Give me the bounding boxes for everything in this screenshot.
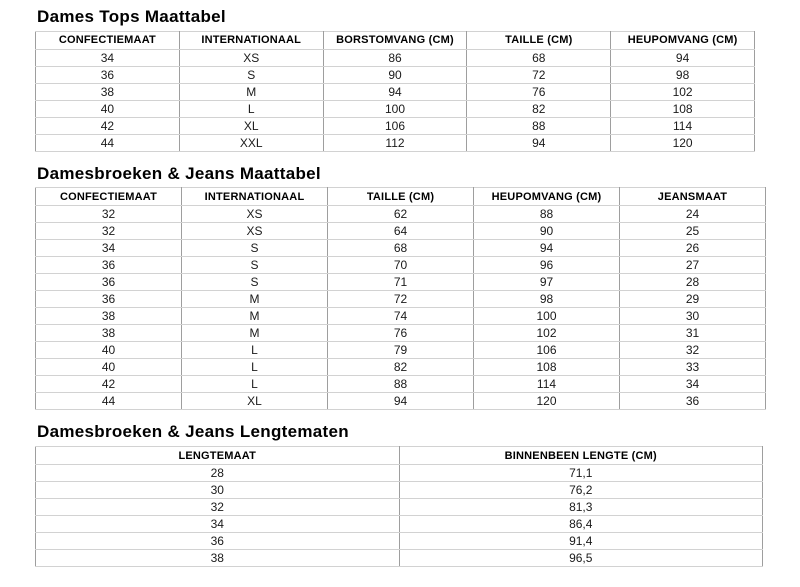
table-cell: 94: [323, 83, 467, 100]
table-row: [36, 240, 766, 257]
table-row: [36, 49, 755, 66]
table-header-cell: CONFECTIEMAAT: [36, 31, 180, 49]
table-cell: 38: [36, 550, 400, 567]
table-cell: 30: [36, 482, 400, 499]
table-cell: 40: [36, 342, 182, 359]
table-cell: M: [179, 83, 323, 100]
table-cell: 88: [328, 376, 474, 393]
table-cell: 32: [620, 342, 766, 359]
table-row: [36, 223, 766, 240]
table-cell: 71,1: [399, 465, 763, 482]
table-row: [36, 100, 755, 117]
table-header-cell: TAILLE (CM): [467, 31, 611, 49]
table-cell: XS: [179, 49, 323, 66]
table-cell: 98: [474, 291, 620, 308]
table-cell: 36: [36, 291, 182, 308]
table-header-cell: INTERNATIONAAL: [179, 31, 323, 49]
table-cell: 28: [36, 465, 400, 482]
table-row: [36, 134, 755, 151]
table-cell: 94: [474, 240, 620, 257]
table-header-row: [36, 31, 755, 49]
table-cell: XL: [182, 393, 328, 410]
table-row: [36, 482, 763, 499]
table-row: [36, 342, 766, 359]
table-cell: 108: [611, 100, 755, 117]
section-jeans-lengtematen: [35, 423, 800, 567]
table-header-cell: TAILLE (CM): [328, 188, 474, 206]
table-cell: 106: [474, 342, 620, 359]
table-cell: 44: [36, 393, 182, 410]
table-cell: 26: [620, 240, 766, 257]
table-cell: S: [179, 66, 323, 83]
table-cell: 88: [467, 117, 611, 134]
table-cell: 32: [36, 499, 400, 516]
table-cell: 112: [323, 134, 467, 151]
table-cell: XXL: [179, 134, 323, 151]
table-cell: 120: [474, 393, 620, 410]
table-cell: 88: [474, 206, 620, 223]
table-cell: XS: [182, 223, 328, 240]
table-row: [36, 325, 766, 342]
table-header-cell: HEUPOMVANG (CM): [474, 188, 620, 206]
table-cell: 42: [36, 117, 180, 134]
table-cell: S: [182, 274, 328, 291]
table-cell: 40: [36, 100, 180, 117]
table-cell: 72: [467, 66, 611, 83]
table-cell: L: [179, 100, 323, 117]
table-cell: 32: [36, 223, 182, 240]
table-cell: 24: [620, 206, 766, 223]
table-cell: L: [182, 359, 328, 376]
table-cell: 100: [474, 308, 620, 325]
table-row: [36, 359, 766, 376]
table-row: [36, 533, 763, 550]
table-row: [36, 308, 766, 325]
table-cell: 42: [36, 376, 182, 393]
table-cell: 82: [328, 359, 474, 376]
table-jeans-lengtematen: [35, 446, 763, 567]
section-dames-tops: [35, 8, 800, 152]
table-cell: 28: [620, 274, 766, 291]
table-row: [36, 291, 766, 308]
table-row: [36, 393, 766, 410]
table-cell: S: [182, 240, 328, 257]
section-damesbroeken-jeans: [35, 165, 800, 411]
table-damesbroeken-jeans: [35, 187, 766, 410]
table-cell: XS: [182, 206, 328, 223]
table-cell: 94: [611, 49, 755, 66]
table-cell: 97: [474, 274, 620, 291]
table-cell: 36: [36, 66, 180, 83]
table-cell: 79: [328, 342, 474, 359]
table-header-cell: JEANSMAAT: [620, 188, 766, 206]
table-row: [36, 499, 763, 516]
table-title-damesbroeken-jeans: Damesbroeken & Jeans Maattabel: [37, 163, 321, 183]
table-cell: 38: [36, 83, 180, 100]
table-cell: 62: [328, 206, 474, 223]
table-cell: 106: [323, 117, 467, 134]
table-cell: 31: [620, 325, 766, 342]
table-cell: 36: [620, 393, 766, 410]
table-row: [36, 274, 766, 291]
table-row: [36, 516, 763, 533]
table-cell: 68: [328, 240, 474, 257]
table-cell: 40: [36, 359, 182, 376]
table-cell: 33: [620, 359, 766, 376]
table-row: [36, 83, 755, 100]
table-cell: M: [182, 325, 328, 342]
table-cell: 98: [611, 66, 755, 83]
table-cell: 120: [611, 134, 755, 151]
table-cell: 32: [36, 206, 182, 223]
table-cell: 114: [611, 117, 755, 134]
table-cell: 34: [36, 240, 182, 257]
table-cell: 34: [36, 49, 180, 66]
table-cell: 100: [323, 100, 467, 117]
table-cell: 114: [474, 376, 620, 393]
table-header-row: [36, 188, 766, 206]
table-cell: 36: [36, 257, 182, 274]
table-cell: 86,4: [399, 516, 763, 533]
table-cell: 64: [328, 223, 474, 240]
table-cell: L: [182, 342, 328, 359]
table-row: [36, 117, 755, 134]
table-cell: 76,2: [399, 482, 763, 499]
table-title-jeans-lengtematen: Damesbroeken & Jeans Lengtematen: [37, 422, 349, 442]
table-cell: 71: [328, 274, 474, 291]
table-cell: XL: [179, 117, 323, 134]
table-cell: M: [182, 308, 328, 325]
table-cell: 44: [36, 134, 180, 151]
table-cell: M: [182, 291, 328, 308]
table-cell: 90: [474, 223, 620, 240]
table-cell: 96,5: [399, 550, 763, 567]
table-row: [36, 376, 766, 393]
table-cell: 30: [620, 308, 766, 325]
table-cell: 94: [328, 393, 474, 410]
table-cell: 94: [467, 134, 611, 151]
table-row: [36, 550, 763, 567]
table-cell: L: [182, 376, 328, 393]
table-header-cell: CONFECTIEMAAT: [36, 188, 182, 206]
table-header-cell: LENGTEMAAT: [36, 447, 400, 465]
table-cell: 25: [620, 223, 766, 240]
table-cell: 102: [611, 83, 755, 100]
table-dames-tops: [35, 31, 755, 152]
table-cell: 82: [467, 100, 611, 117]
table-cell: 72: [328, 291, 474, 308]
table-title-dames-tops: Dames Tops Maattabel: [37, 7, 226, 26]
table-cell: 27: [620, 257, 766, 274]
table-cell: 36: [36, 274, 182, 291]
table-header-cell: BINNENBEEN LENGTE (CM): [399, 447, 763, 465]
table-cell: 70: [328, 257, 474, 274]
table-cell: 76: [328, 325, 474, 342]
table-header-row: [36, 447, 763, 465]
table-cell: 96: [474, 257, 620, 274]
table-row: [36, 257, 766, 274]
table-header-cell: HEUPOMVANG (CM): [611, 31, 755, 49]
table-cell: 29: [620, 291, 766, 308]
table-cell: 38: [36, 325, 182, 342]
table-cell: 108: [474, 359, 620, 376]
table-cell: 90: [323, 66, 467, 83]
table-cell: 68: [467, 49, 611, 66]
table-cell: 34: [620, 376, 766, 393]
table-cell: 102: [474, 325, 620, 342]
table-row: [36, 465, 763, 482]
table-cell: 81,3: [399, 499, 763, 516]
table-cell: 34: [36, 516, 400, 533]
table-cell: 36: [36, 533, 400, 550]
table-row: [36, 206, 766, 223]
table-cell: S: [182, 257, 328, 274]
table-row: [36, 66, 755, 83]
table-cell: 86: [323, 49, 467, 66]
table-cell: 91,4: [399, 533, 763, 550]
table-header-cell: BORSTOMVANG (CM): [323, 31, 467, 49]
table-cell: 74: [328, 308, 474, 325]
table-header-cell: INTERNATIONAAL: [182, 188, 328, 206]
table-cell: 76: [467, 83, 611, 100]
table-cell: 38: [36, 308, 182, 325]
